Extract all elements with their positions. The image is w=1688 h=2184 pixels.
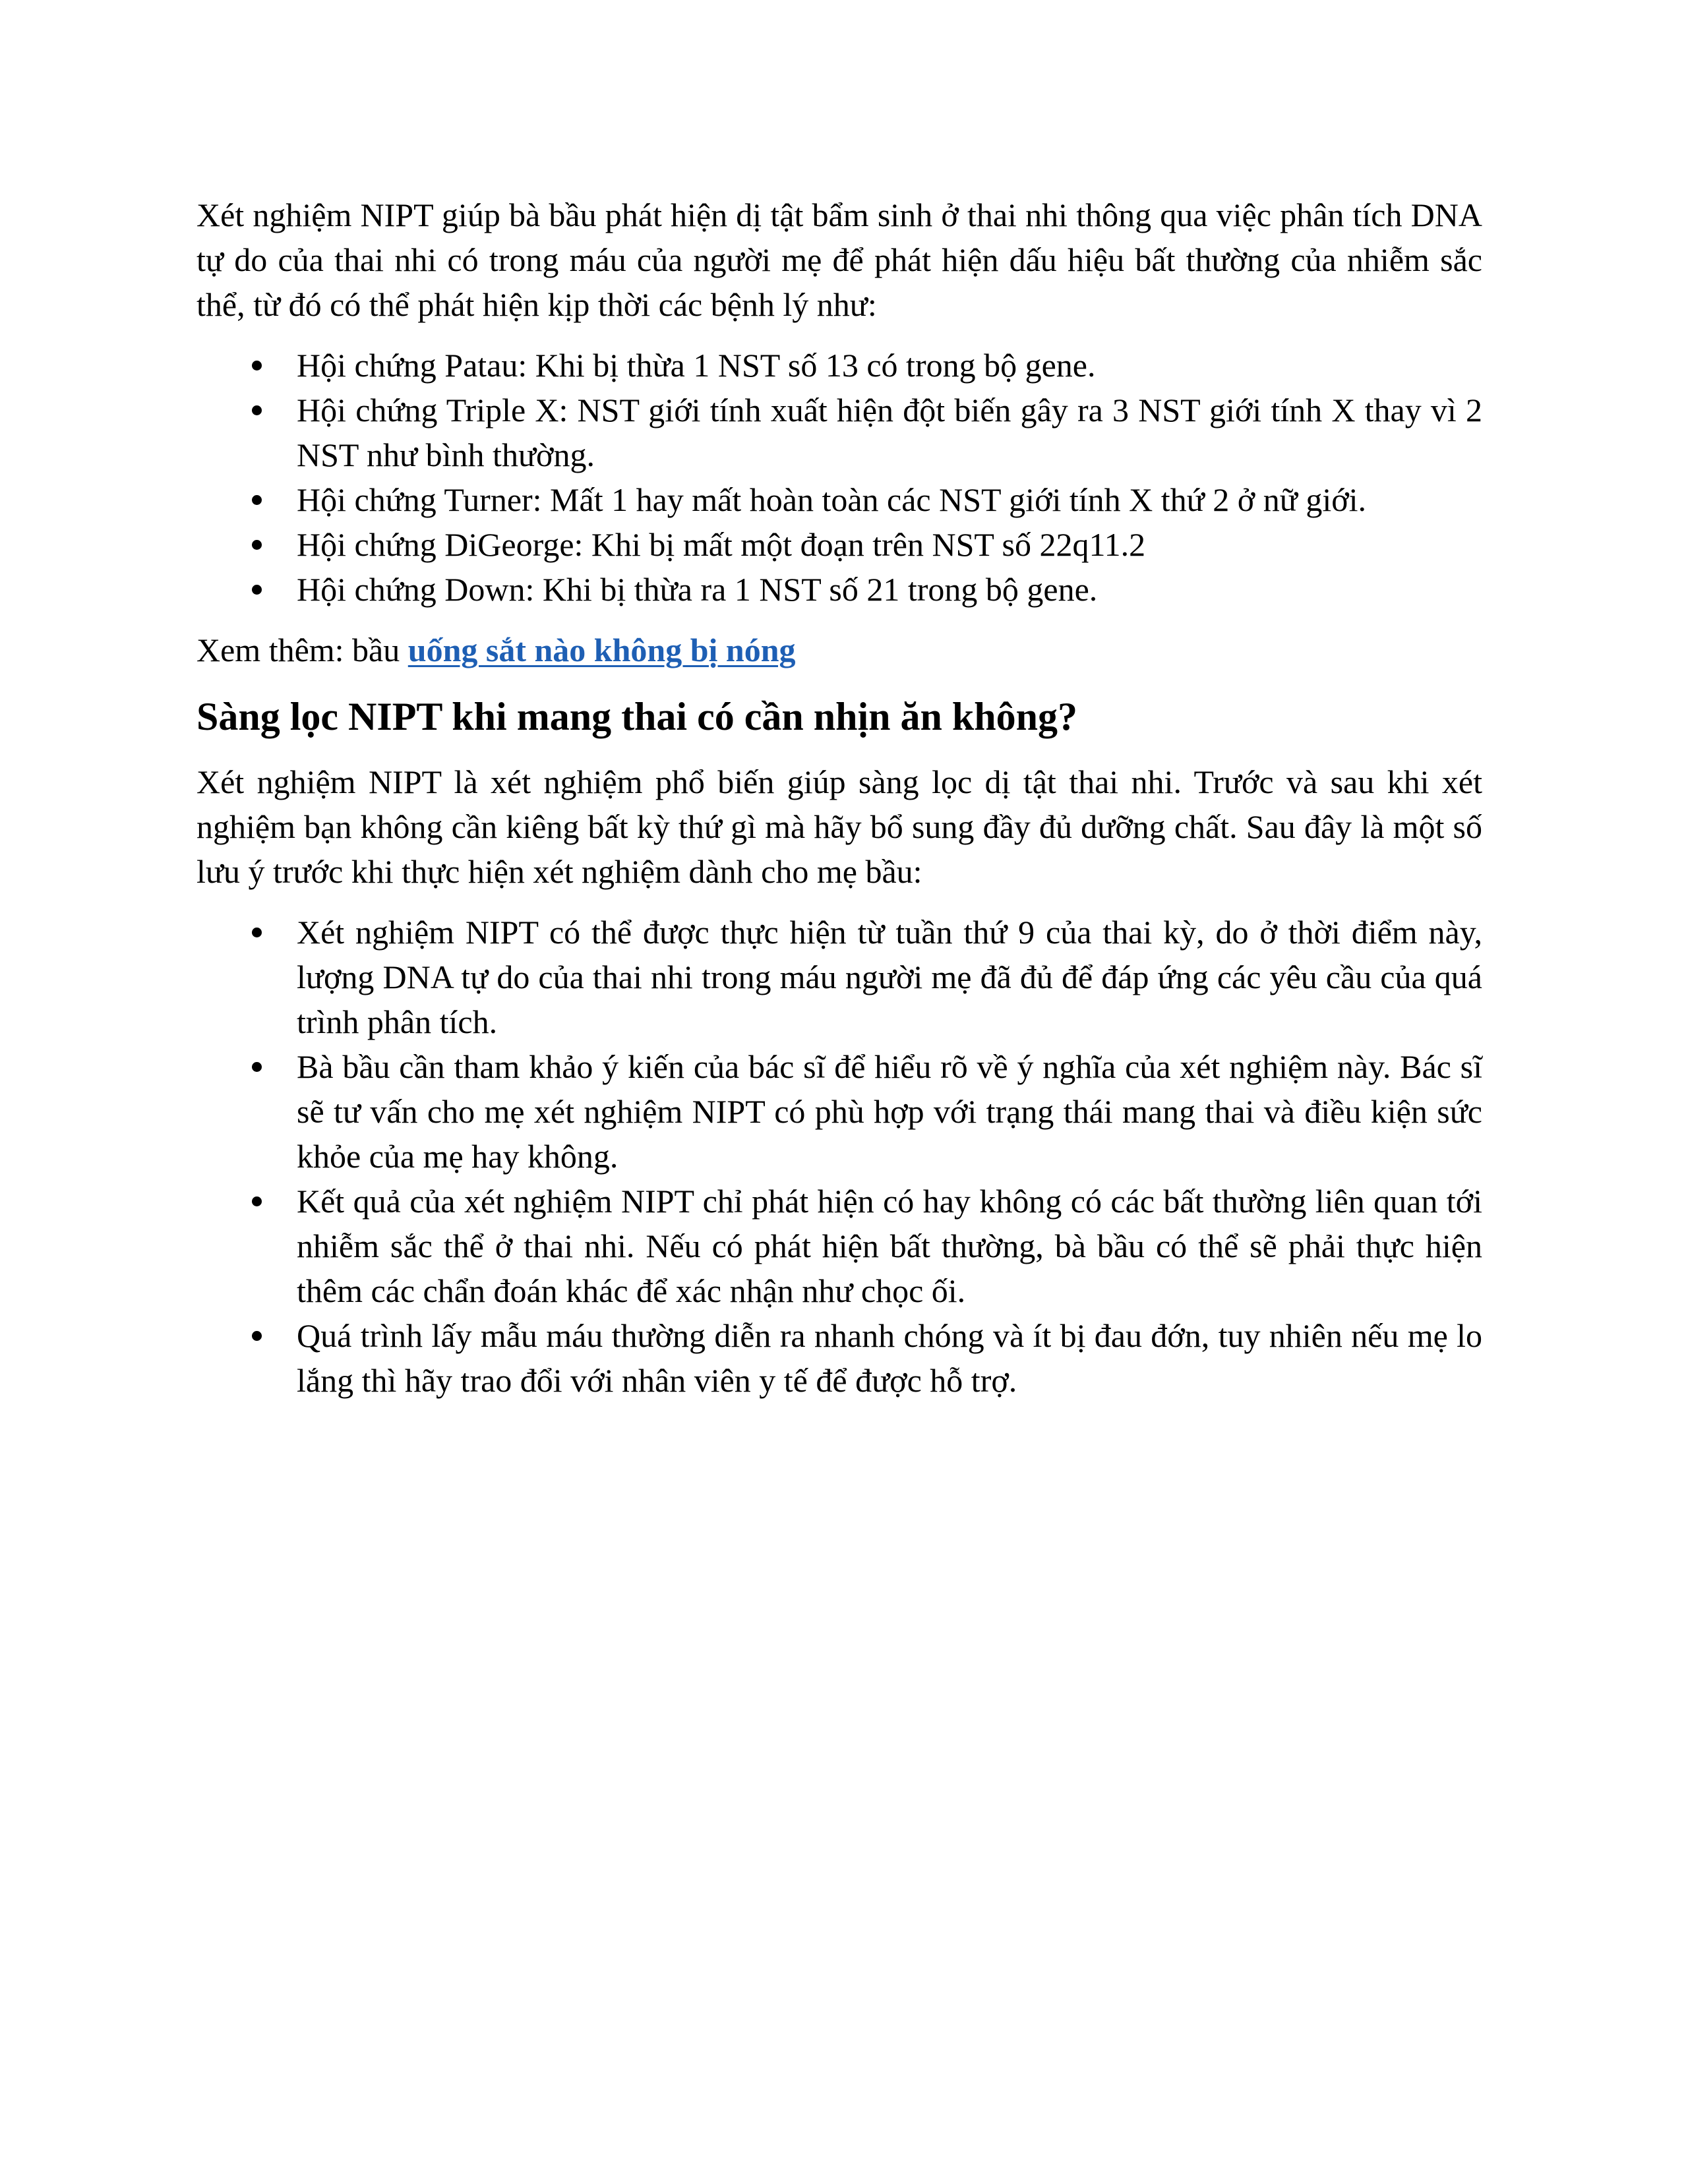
list-item-text: Hội chứng Patau: Khi bị thừa 1 NST số 13 có trong bộ gene.: [297, 347, 1096, 384]
bullet-icon: [252, 585, 262, 595]
bullet-icon: [252, 361, 262, 370]
list-item: [196, 567, 1482, 612]
intro-paragraph: Xét nghiệm NIPT giúp bà bầu phát hiện dị tật bẩm sinh ở thai nhi thông qua việc phân tích DNA tự do của thai nhi có trong máu của người mẹ để phát hiện dấu hiệu bất thường của nhiễm sắc thể, từ đó có thể phát hiện kịp thời các bệnh lý như:: [196, 196, 1482, 323]
list-item-text: Hội chứng Down: Khi bị thừa ra 1 NST số 21 trong bộ gene.: [297, 571, 1098, 608]
see-more-line: [196, 628, 1482, 672]
list-item-text: Hội chứng Triple X: NST giới tính xuất hiện đột biến gây ra 3 NST giới tính X thay vì 2 NST như bình thường.: [297, 392, 1482, 473]
section-paragraph: Xét nghiệm NIPT là xét nghiệm phổ biến giúp sàng lọc dị tật thai nhi. Trước và sau khi xét nghiệm bạn không cần kiêng bất kỳ thứ gì mà hãy bổ sung đầy đủ dưỡng chất. Sau đây là một số lưu ý trước khi thực hiện xét nghiệm dành cho mẹ bầu:: [196, 763, 1482, 890]
list-item-text: Quá trình lấy mẫu máu thường diễn ra nhanh chóng và ít bị đau đớn, tuy nhiên nếu mẹ lo lắng thì hãy trao đổi với nhân viên y tế để được hỗ trợ.: [297, 1317, 1482, 1399]
list-item-text: Xét nghiệm NIPT có thể được thực hiện từ tuần thứ 9 của thai kỳ, do ở thời điểm này, lượng DNA tự do của thai nhi trong máu người mẹ đã đủ để đáp ứng các yêu cầu của quá trình phân tích.: [297, 914, 1482, 1040]
see-more-prefix: Xem thêm: bầu: [196, 632, 408, 668]
bullet-icon: [252, 1331, 262, 1341]
list-item: [196, 343, 1482, 388]
document-page: [196, 192, 1482, 1403]
bullet-icon: [252, 928, 262, 937]
list-item: [196, 477, 1482, 522]
bullet-icon: [252, 1062, 262, 1072]
bullet-icon: [252, 495, 262, 505]
list-item: [196, 1179, 1482, 1313]
list-item: [196, 388, 1482, 477]
bullet-icon: [252, 405, 262, 415]
list-item-text: Bà bầu cần tham khảo ý kiến của bác sĩ để hiểu rõ về ý nghĩa của xét nghiệm này. Bác sĩ sẽ tư vấn cho mẹ xét nghiệm NIPT có phù hợp với trạng thái mang thai và điều kiện sức khỏe của mẹ hay không.: [297, 1048, 1482, 1175]
bullet-icon: [252, 1196, 262, 1206]
notes-list: [196, 910, 1482, 1403]
list-item: [196, 910, 1482, 1044]
bullet-icon: [252, 540, 262, 550]
list-item: [196, 1313, 1482, 1403]
list-item-text: Hội chứng Turner: Mất 1 hay mất hoàn toàn các NST giới tính X thứ 2 ở nữ giới.: [297, 481, 1367, 518]
list-item: [196, 1044, 1482, 1179]
see-more-link[interactable]: uống sắt nào không bị nóng: [407, 632, 796, 668]
syndrome-list: [196, 343, 1482, 612]
list-item: [196, 522, 1482, 567]
list-item-text: Hội chứng DiGeorge: Khi bị mất một đoạn trên NST số 22q11.2: [297, 526, 1146, 563]
section-heading: Sàng lọc NIPT khi mang thai có cần nhịn ăn không?: [196, 695, 1077, 738]
list-item-text: Kết quả của xét nghiệm NIPT chỉ phát hiện có hay không có các bất thường liên quan tới nhiễm sắc thể ở thai nhi. Nếu có phát hiện bất thường, bà bầu có thể sẽ phải thực hiện thêm các chẩn đoán khác để xác nhận như chọc ối.: [297, 1183, 1482, 1309]
